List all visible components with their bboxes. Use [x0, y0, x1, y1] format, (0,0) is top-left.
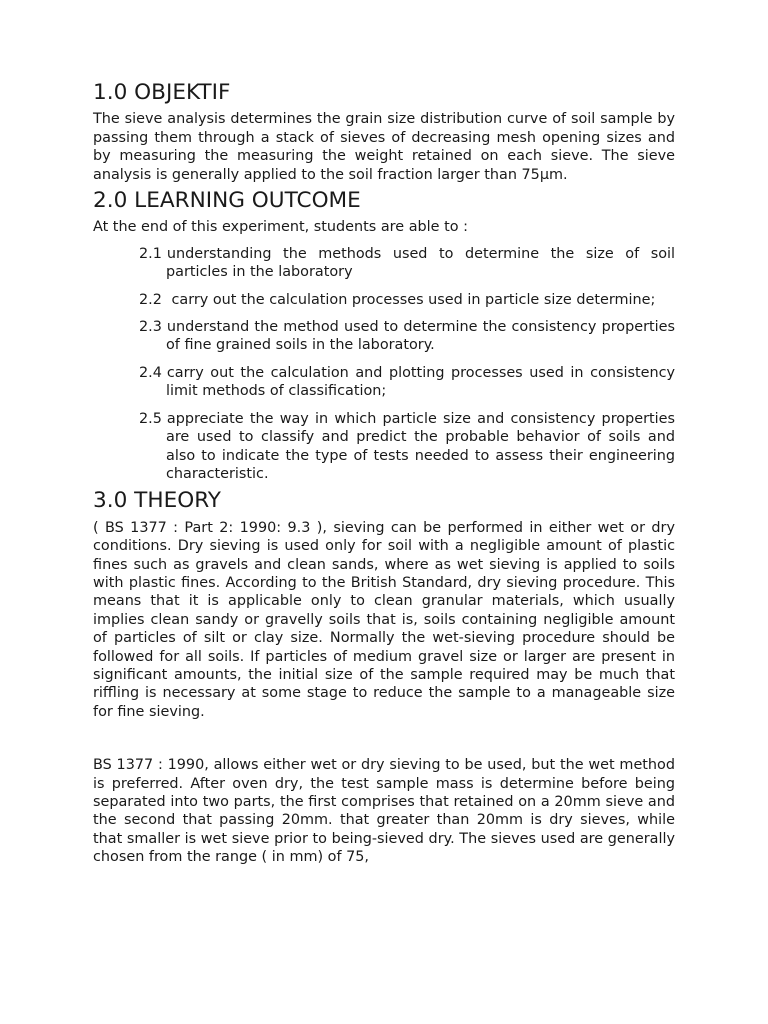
paragraph-spacer: [93, 729, 675, 756]
objective-paragraph: The sieve analysis determines the grain size distribution curve of soil sample by passing them through a stack of sieves of decreasing mesh opening sizes and by measuring the measuring the weight retained on each sieve. The sieve analysis is generally applied to the soil fraction larger than 75μm.: [93, 111, 675, 183]
section-heading-objective: 1.0 OBJEKTIF: [93, 80, 231, 105]
theory-paragraph: BS 1377 : 1990, allows either wet or dry sieving to be used, but the wet method is preferred. After oven dry, the test sample mass is determine before being separated into two parts, the first comprises that retained on a 20mm sieve and the second that passing 20mm. that greater than 20mm is dry sieves, while that smaller is wet sieve prior to being-sieved dry. The sieves used are generally chosen from the range ( in mm) of 75,: [93, 757, 675, 866]
outcome-number: 2.5: [139, 410, 162, 427]
outcome-text: appreciate the way in which particle size and consistency properties are used to classify and predict the probable behavior of soils and also to indicate the type of tests needed to assess their engineering characteristic.: [166, 410, 675, 482]
learning-outcome-item: [139, 318, 675, 355]
outcome-number: 2.2: [139, 291, 162, 308]
learning-outcome-item: [139, 410, 675, 484]
outcome-number: 2.1: [139, 245, 162, 262]
outcome-number: 2.3: [139, 319, 162, 336]
outcome-text: carry out the calculation and plotting processes used in consistency limit methods of classification;: [166, 364, 675, 400]
outcome-text: understand the method used to determine the consistency properties of fine grained soils in the laboratory.: [166, 319, 675, 354]
theory-paragraph: ( BS 1377 : Part 2: 1990: 9.3 ), sieving can be performed in either wet or dry conditions. Dry sieving is used only for soil with a negligible amount of plastic fines such as gravels and clean sands, where as wet sieving is applied to soils with plastic fines. According to the British Standard, dry sieving procedure. This means that it is applicable only to clean granular materials, which usually implies clean sandy or gravelly soils that is, soils containing negligible amount of particles of silt or clay size. Normally the wet-sieving procedure should be followed for all soils. If particles of medium gravel size or larger are present in significant amounts, the initial size of the sample required may be much that riffling is necessary at some stage to reduce the sample to a manageable size for fine sieving.: [93, 519, 675, 720]
document-page: [93, 80, 675, 875]
learning-outcome-item: [139, 364, 675, 401]
section-heading-theory: 3.0 THEORY: [93, 488, 221, 514]
learning-outcome-item: [139, 245, 675, 282]
learning-outcome-list: [93, 245, 675, 483]
outcome-text: carry out the calculation processes used in particle size determine;: [166, 291, 656, 308]
outcome-number: 2.4: [139, 364, 162, 381]
section-heading-learning-outcome: 2.0 LEARNING OUTCOME: [93, 188, 361, 214]
learning-outcome-intro: At the end of this experiment, students are able to :: [93, 219, 468, 236]
outcome-text: understanding the methods used to determine the size of soil particles in the laboratory: [166, 245, 675, 281]
learning-outcome-item: [139, 291, 675, 309]
